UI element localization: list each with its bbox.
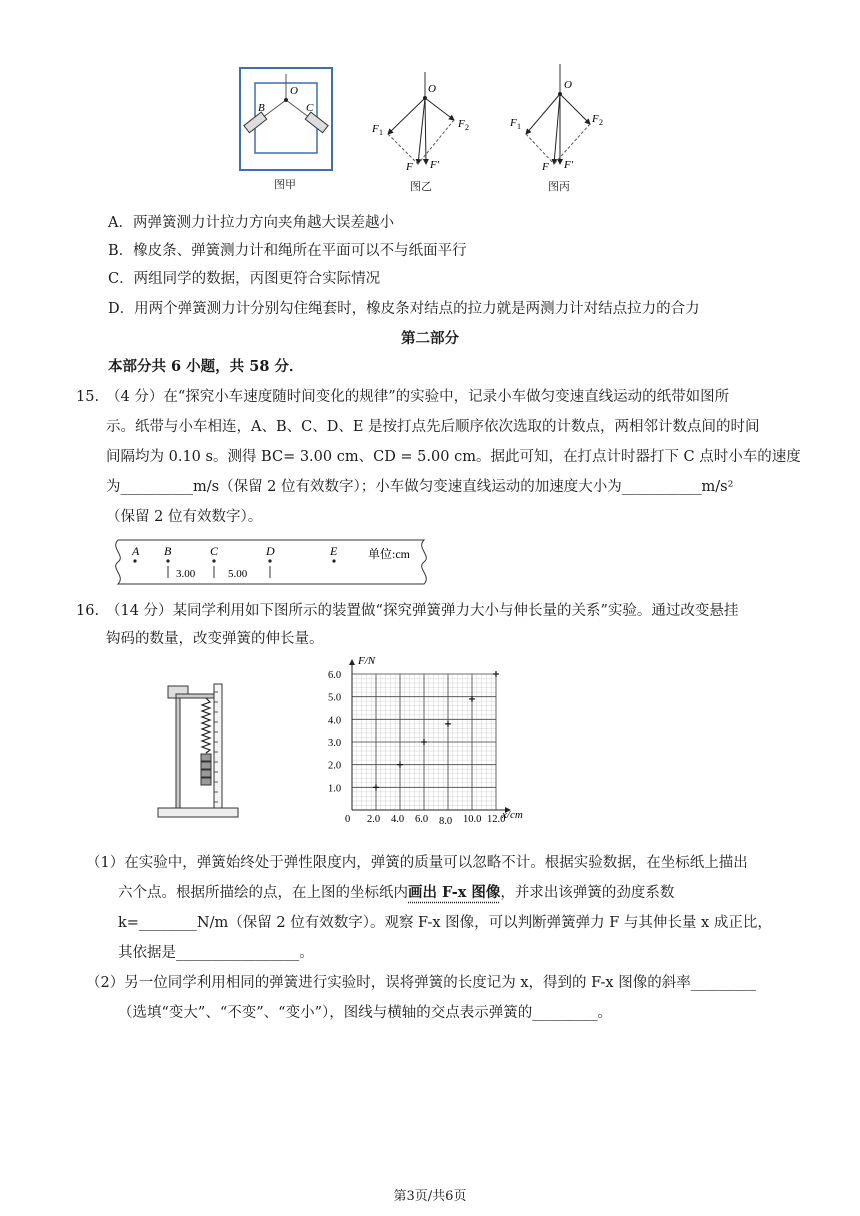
svg-text:C: C [306,102,314,114]
fig-bing-label: 图丙 [548,180,570,193]
q15-line1: （4 分）在“探究小车速度随时间变化的规律”的实验中，记录小车做匀变速直线运动的纸带如图所 [106,389,730,405]
fig-yi-label: 图乙 [410,180,432,193]
y-tick-label: 6.0 [328,670,342,681]
paper-tape [106,538,432,586]
x-axis-label: x/cm [502,809,523,821]
q15-line2: 示。纸带与小车相连，A、B、C、D、E 是按打点先后顺序依次选取的计数点，两相邻计数点间的时间 [106,419,760,435]
tape-dim-cd: 5.00 [228,568,248,580]
y-axis-label: F/N [358,655,376,667]
q16-sub2-line1: （2）另一位同学利用相同的弹簧进行实验时，误将弹簧的长度记为 x，得到的 F-x 图像的斜率_________ [86,975,756,991]
svg-text:1: 1 [379,128,383,137]
spring-apparatus [150,678,246,820]
y-tick-label: 4.0 [328,715,342,727]
svg-text:1: 1 [517,122,521,131]
x-tick-label: 10.0 [463,814,482,825]
part-heading: 第二部分 [401,330,459,347]
q16-line1: （14 分）某同学利用如下图所示的装置做“探究弹簧弹力大小与伸长量的关系”实验。通过改变悬挂 [106,603,739,619]
q16-sub1-line1: （1）在实验中，弹簧始终处于弹性限度内，弹簧的质量可以忽略不计。根据实验数据，在坐标纸上描出 [86,855,748,871]
data-point [445,721,451,727]
option-d: D．用两个弹簧测力计分别勾住绳套时，橡皮条对结点的拉力就是两测力计对结点拉力的合力 [108,301,700,317]
y-tick-label: 1.0 [328,783,342,795]
option-b: B．橡皮条、弹簧测力计和绳所在平面可以不与纸面平行 [108,243,467,259]
y-tick-label: 3.0 [328,738,342,749]
tape-point-a: A [132,544,140,558]
data-point [421,739,427,745]
svg-text:B: B [258,102,265,114]
data-point [373,784,379,790]
q16-sub1-line4: 其依据是_________________。 [118,945,314,961]
x-tick-label: 0 [345,814,351,825]
q15-number: 15. [76,389,100,405]
fig-bing [508,64,618,176]
q16-line2: 钩码的数量，改变弹簧的伸长量。 [106,631,324,647]
svg-text:F: F [406,161,413,173]
svg-text:F: F [592,113,599,125]
x-tick-label: 6.0 [415,814,429,825]
fig-jia-label: 图甲 [274,178,296,191]
fig-yi [368,72,478,178]
part-intro: 本部分共 6 小题，共 58 分． [108,358,304,375]
svg-text:O: O [564,79,572,91]
svg-text:2: 2 [599,118,603,127]
tape-dim-bc: 3.00 [176,568,196,580]
x-tick-label: 8.0 [439,816,453,827]
data-point [493,671,499,677]
svg-text:F: F [458,118,465,130]
q15-line4: 为__________m/s（保留 2 位有效数字）；小车做匀变速直线运动的加速度大小为___________m/s² [106,479,734,495]
fig-jia [238,66,334,172]
x-tick-label: 12.0 [487,814,506,825]
q15-line5: （保留 2 位有效数字）。 [106,509,263,525]
f-x-chart [326,650,542,828]
y-tick-label: 2.0 [328,760,342,772]
data-point [397,762,403,768]
x-tick-label: 4.0 [391,814,405,825]
svg-text:F: F [542,161,549,173]
tape-point-b: B [164,544,172,558]
svg-text:F′: F′ [564,159,574,171]
page-footer: 第3页/共6页 [393,1189,467,1204]
draw-graph-emphasis: 画出 F-x 图像 [408,884,501,901]
tape-unit: 单位:cm [368,547,410,561]
svg-text:F: F [372,123,379,135]
x-tick-label: 2.0 [367,814,381,825]
svg-text:O: O [428,83,436,95]
tape-point-d: D [266,544,275,558]
q15-line3: 间隔均为 0.10 s。测得 BC= 3.00 cm、CD = 5.00 cm。据此可知，在打点计时器打下 C 点时小车的速度 [106,449,801,465]
q16-number: 16. [76,603,100,619]
svg-text:2: 2 [465,123,469,132]
q16-sub2-line2: （选填“变大”、“不变”、“变小”），图线与横轴的交点表示弹簧的_________。 [118,1005,612,1021]
y-tick-label: 5.0 [328,692,342,704]
option-c: C．两组同学的数据，丙图更符合实际情况 [108,271,381,287]
tape-point-c: C [210,544,219,558]
tape-point-e: E [330,544,338,558]
q16-sub1-line3: k=________N/m（保留 2 位有效数字）。观察 F-x 图像，可以判断弹簧弹力 F 与其伸长量 x 成正比， [118,915,772,931]
svg-text:F: F [510,117,517,129]
svg-text:O: O [290,85,298,97]
option-a: A．两弹簧测力计拉力方向夹角越大误差越小 [108,215,394,231]
svg-text:F′: F′ [430,159,440,171]
q16-sub1-line2: 六个点。根据所描绘的点，在上图的坐标纸内画出 F-x 图像，并求出该弹簧的劲度系数 [118,884,675,901]
